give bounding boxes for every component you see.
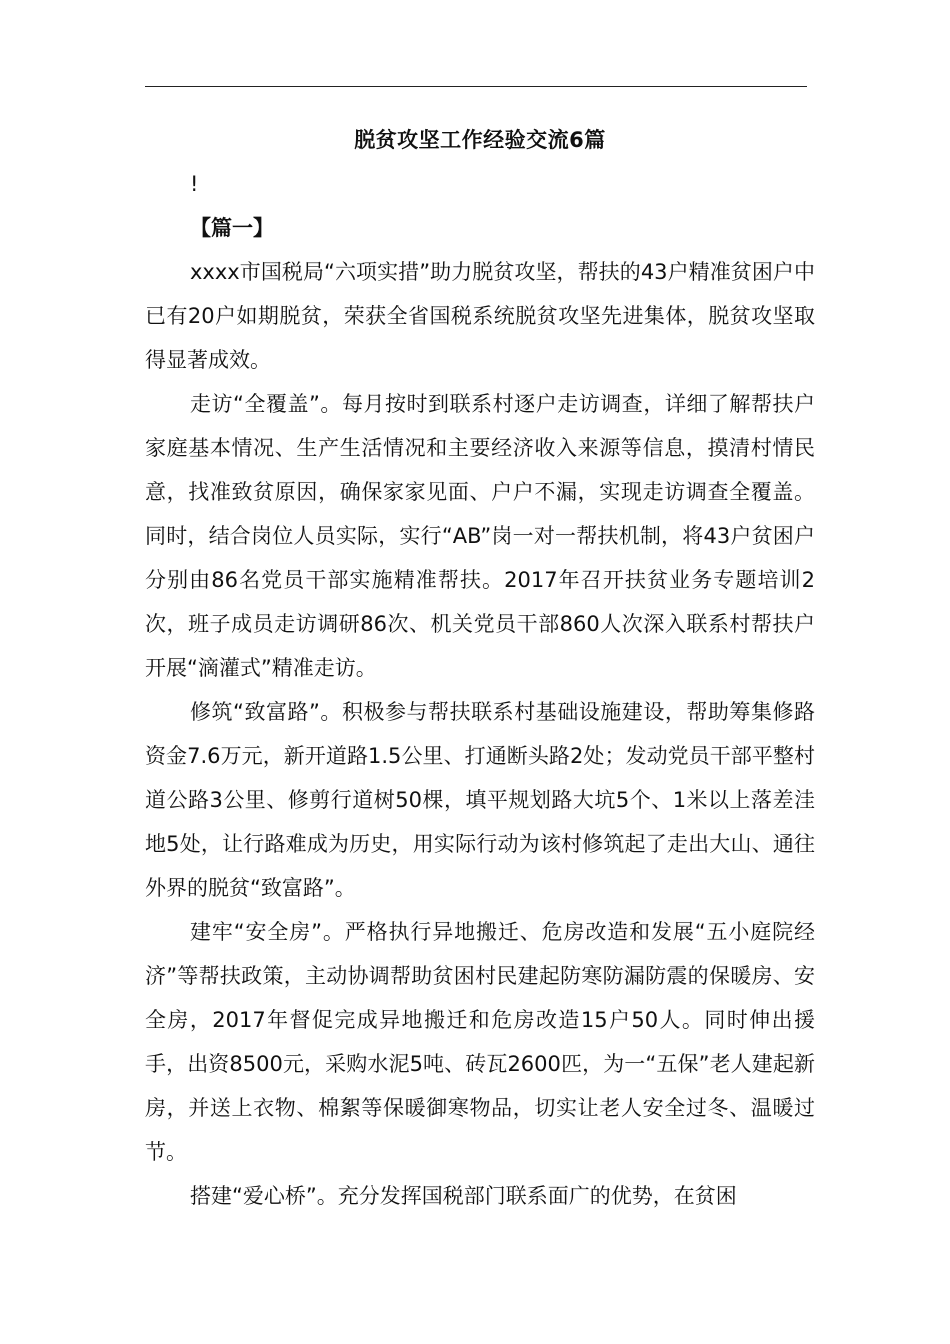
- paragraph-bridge: 搭建“爱心桥”。充分发挥国税部门联系面广的优势，在贫困: [190, 1184, 737, 1208]
- header-rule: [145, 86, 807, 87]
- document-body: [145, 118, 815, 1218]
- paragraph-intro: xxxx市国税局“六项实措”助力脱贫攻坚，帮扶的43户精准贫困户中已有20户如期脱贫，荣获全省国税系统脱贫攻坚先进集体，脱贫攻坚取得显著成效。: [145, 260, 815, 372]
- document-title: 脱贫攻坚工作经验交流6篇: [354, 128, 606, 152]
- paragraph-visits: 走访“全覆盖”。每月按时到联系村逐户走访调查，详细了解帮扶户家庭基本情况、生产生活情况和主要经济收入来源等信息，摸清村情民意，找准致贫原因，确保家家见面、户户不漏，实现走访调查全覆盖。同时，结合岗位人员实际，实行“AB”岗一对一帮扶机制，将43户贫困户分别由86名党员干部实施精准帮扶。2017年召开扶贫业务专题培训2次，班子成员走访调研86次、机关党员干部860人次深入联系村帮扶户开展“滴灌式”精准走访。: [145, 392, 815, 680]
- paragraph-roads: 修筑“致富路”。积极参与帮扶联系村基础设施建设，帮助筹集修路资金7.6万元，新开道路1.5公里、打通断头路2处；发动党员干部平整村道公路3公里、修剪行道树50棵，填平规划路大坑5个、1米以上落差洼地5处，让行路难成为历史，用实际行动为该村修筑起了走出大山、通往外界的脱贫“致富路”。: [145, 700, 815, 900]
- exclamation-mark: !: [190, 172, 199, 196]
- paragraph-housing: 建牢“安全房”。严格执行异地搬迁、危房改造和发展“五小庭院经济”等帮扶政策，主动协调帮助贫困村民建起防寒防漏防震的保暖房、安全房，2017年督促完成异地搬迁和危房改造15户50人。同时伸出援手，出资8500元，采购水泥5吨、砖瓦2600匹，为一“五保”老人建起新房，并送上衣物、棉絮等保暖御寒物品，切实让老人安全过冬、温暖过节。: [145, 920, 815, 1164]
- section-label: 【篇一】: [190, 216, 274, 240]
